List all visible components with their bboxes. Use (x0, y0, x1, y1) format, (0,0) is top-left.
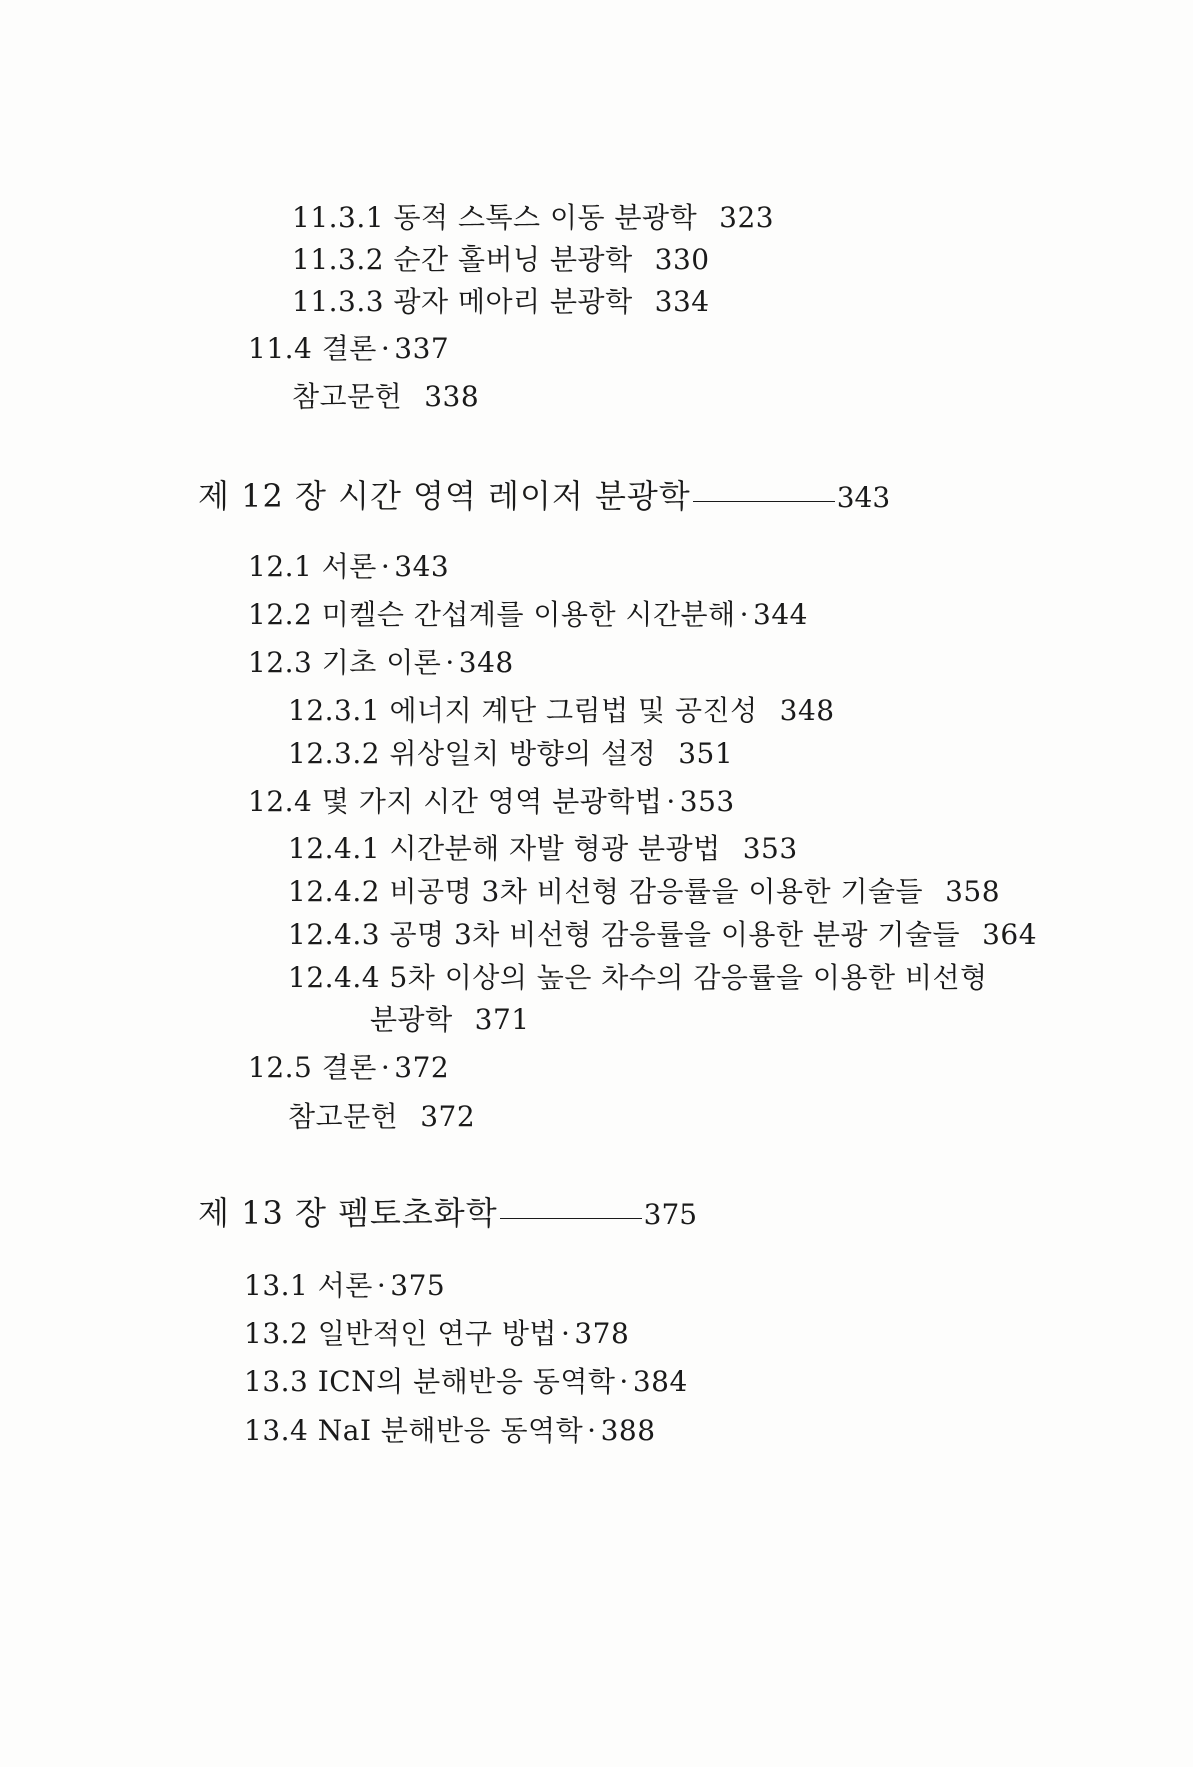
page-number: 375 (390, 1269, 446, 1302)
toc-entry-11-references[interactable] (292, 380, 480, 413)
section-number: 11.3.2 (292, 243, 385, 276)
toc-entry-12-references[interactable] (288, 1100, 476, 1133)
section-title: 에너지 계단 그림법 및 공진성 (389, 694, 758, 727)
section-title-continued: 분광학 (370, 1003, 453, 1036)
section-number: 13.1 (244, 1269, 309, 1302)
chapter-13-heading[interactable] (198, 1194, 698, 1232)
page-number: 372 (394, 1051, 450, 1084)
section-title: 일반적인 연구 방법 (317, 1317, 557, 1350)
section-number: 12.1 (248, 550, 313, 583)
toc-entry-12-4[interactable] (248, 785, 735, 818)
toc-entry-12-1[interactable] (248, 550, 450, 583)
section-number: 12.4.4 (288, 961, 381, 994)
section-title: 시간분해 자발 형광 분광법 (389, 832, 721, 865)
page-number: 323 (719, 201, 775, 234)
page-number: 364 (982, 918, 1038, 951)
section-number: 11.4 (248, 332, 313, 365)
toc-entry-13-2[interactable] (244, 1317, 630, 1350)
section-title: 순간 홀버닝 분광학 (393, 243, 633, 276)
section-number: 11.3.1 (292, 201, 385, 234)
page-number: 348 (458, 646, 514, 679)
section-number: 13.4 (244, 1414, 309, 1447)
page-number: 371 (474, 1003, 530, 1036)
section-title: NaI 분해반응 동역학 (317, 1414, 584, 1447)
section-number: 12.4.2 (288, 875, 381, 908)
leader-rule (693, 500, 835, 502)
section-number: 12.4.1 (288, 832, 381, 865)
toc-entry-11-3-1[interactable] (292, 201, 775, 234)
separator-dot: · (376, 1269, 387, 1302)
separator-dot: · (739, 598, 750, 631)
section-number: 12.3.1 (288, 694, 381, 727)
page-number: 358 (945, 875, 1001, 908)
section-number: 12.3.2 (288, 737, 381, 770)
separator-dot: · (587, 1414, 597, 1447)
section-title: 기초 이론 (321, 646, 442, 679)
page-number: 330 (654, 243, 710, 276)
page-number: 338 (424, 380, 480, 413)
section-title: 몇 가지 시간 영역 분광학법 (321, 785, 663, 818)
toc-entry-11-3-2[interactable] (292, 243, 710, 276)
separator-dot: · (380, 1051, 391, 1084)
section-title: 위상일치 방향의 설정 (389, 737, 657, 770)
page-number: 343 (394, 550, 450, 583)
separator-dot: · (445, 646, 455, 679)
toc-entry-13-1[interactable] (244, 1269, 446, 1302)
section-title: 비공명 3차 비선형 감응률을 이용한 기술들 (389, 875, 924, 908)
page-number: 351 (678, 737, 734, 770)
toc-entry-12-3-1[interactable] (288, 694, 835, 727)
toc-entry-12-4-1[interactable] (288, 832, 798, 865)
separator-dot: · (380, 550, 391, 583)
toc-entry-13-4[interactable] (244, 1414, 656, 1447)
page-number: 337 (394, 332, 450, 365)
section-number: 12.3 (248, 646, 313, 679)
toc-entry-11-4[interactable] (248, 332, 450, 365)
page-number: 384 (632, 1365, 688, 1398)
section-title: ICN의 분해반응 동역학 (317, 1365, 616, 1398)
page-number: 348 (779, 694, 835, 727)
separator-dot: · (560, 1317, 571, 1350)
section-title: 미켈슨 간섭계를 이용한 시간분해 (321, 598, 736, 631)
toc-entry-12-4-2[interactable] (288, 875, 1001, 908)
leader-rule (500, 1217, 642, 1219)
separator-dot: · (619, 1365, 629, 1398)
page-number: 388 (600, 1414, 656, 1447)
section-number: 13.3 (244, 1365, 309, 1398)
section-number: 13.2 (244, 1317, 309, 1350)
section-title: 광자 메아리 분광학 (393, 285, 633, 318)
page-number: 378 (574, 1317, 630, 1350)
page-number: 343 (836, 481, 891, 514)
separator-dot: · (380, 332, 391, 365)
toc-entry-12-5[interactable] (248, 1051, 450, 1084)
page-number: 344 (753, 598, 808, 631)
section-title: 공명 3차 비선형 감응률을 이용한 분광 기술들 (389, 918, 961, 951)
chapter-label: 제 13 장 (198, 1194, 327, 1232)
page-number: 375 (643, 1198, 698, 1231)
toc-entry-13-3[interactable] (244, 1365, 688, 1398)
references-title: 참고문헌 (292, 380, 403, 413)
section-title: 서론 (317, 1269, 373, 1302)
section-title: 동적 스톡스 이동 분광학 (393, 201, 698, 234)
page-number: 353 (742, 832, 798, 865)
toc-entry-12-4-3[interactable] (288, 918, 1038, 951)
section-title: 결론 (321, 332, 377, 365)
separator-dot: · (666, 785, 676, 818)
chapter-12-heading[interactable] (198, 477, 891, 515)
section-number: 11.3.3 (292, 285, 385, 318)
section-title: 서론 (321, 550, 377, 583)
page-number: 334 (654, 285, 710, 318)
section-title: 결론 (321, 1051, 377, 1084)
toc-entry-11-3-3[interactable] (292, 285, 710, 318)
section-number: 12.2 (248, 598, 313, 631)
toc-entry-12-2[interactable] (248, 598, 808, 631)
chapter-title: 펨토초화학 (338, 1194, 498, 1232)
section-number: 12.4 (248, 785, 313, 818)
page-number: 353 (679, 785, 735, 818)
references-title: 참고문헌 (288, 1100, 399, 1133)
toc-entry-12-3[interactable] (248, 646, 514, 679)
chapter-title: 시간 영역 레이저 분광학 (338, 477, 691, 515)
section-title: 5차 이상의 높은 차수의 감응률을 이용한 비선형 (389, 961, 988, 994)
toc-entry-12-4-4[interactable] (288, 961, 988, 994)
section-number: 12.5 (248, 1051, 313, 1084)
page-number: 372 (420, 1100, 476, 1133)
toc-entry-12-4-4-cont[interactable] (370, 1003, 530, 1036)
section-number: 12.4.3 (288, 918, 381, 951)
toc-entry-12-3-2[interactable] (288, 737, 734, 770)
chapter-label: 제 12 장 (198, 477, 327, 515)
